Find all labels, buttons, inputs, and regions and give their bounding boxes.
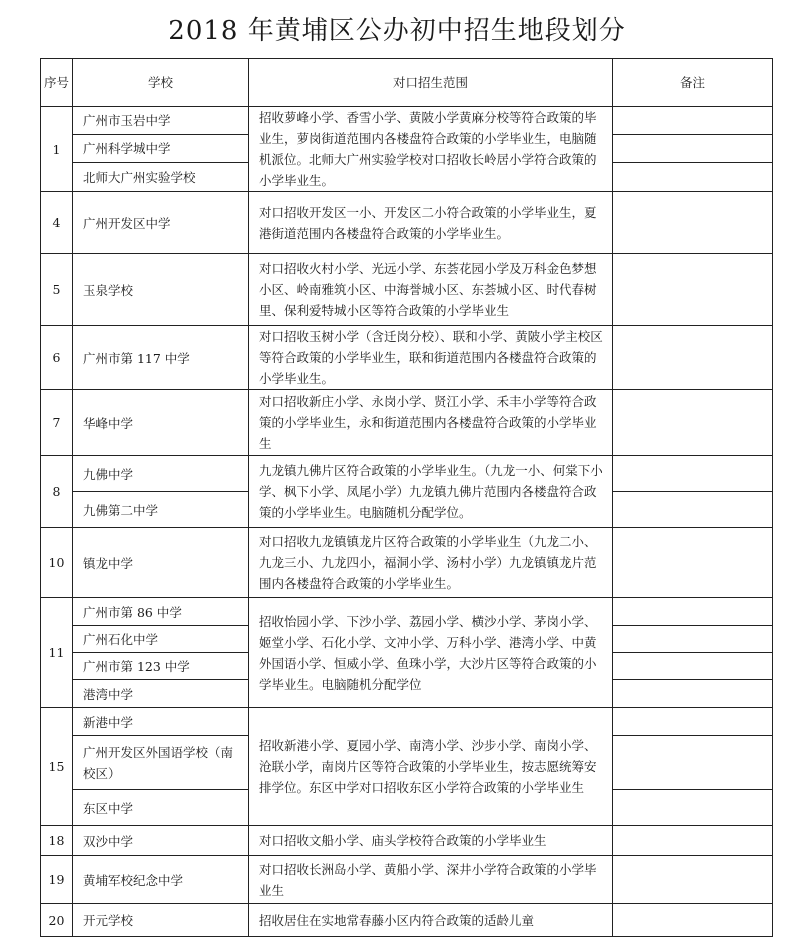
school-name: 广州市第 117 中学 <box>73 326 249 390</box>
note-cell <box>613 162 773 191</box>
table-row <box>41 192 773 254</box>
table-row <box>41 904 773 937</box>
row-number: 4 <box>41 192 73 254</box>
row-number: 8 <box>41 456 73 528</box>
school-name: 开元学校 <box>73 904 249 937</box>
school-name: 黄埔军校纪念中学 <box>73 856 249 904</box>
table-row <box>41 856 773 904</box>
school-name: 东区中学 <box>73 790 249 826</box>
row-number: 7 <box>41 390 73 456</box>
note-cell <box>613 790 773 826</box>
school-name: 广州市第 123 中学 <box>73 653 249 680</box>
table-row <box>41 390 773 456</box>
row-number: 19 <box>41 856 73 904</box>
note-cell <box>613 528 773 598</box>
note-cell <box>613 456 773 492</box>
note-cell <box>613 736 773 790</box>
enrollment-scope: 九龙镇九佛片区符合政策的小学毕业生。（九龙一小、何棠下小学、枫下小学、凤尾小学）九龙镇九佛片范围内各楼盘符合政策的小学毕业生。电脑随机分配学位。 <box>249 456 613 528</box>
school-name: 北师大广州实验学校 <box>73 162 249 191</box>
note-cell <box>613 390 773 456</box>
note-cell <box>613 680 773 708</box>
enrollment-scope: 招收怡园小学、下沙小学、荔园小学、横沙小学、茅岗小学、姬堂小学、石化小学、文冲小学、万科小学、港湾小学、中黄外国语小学、恒威小学、鱼珠小学，大沙片区等符合政策的小学毕业生。电脑随机分配学位 <box>249 598 613 708</box>
school-name: 新港中学 <box>73 708 249 736</box>
row-number: 11 <box>41 598 73 708</box>
note-cell <box>613 708 773 736</box>
enrollment-scope: 招收居住在实地常春藤小区内符合政策的适龄儿童 <box>249 904 613 937</box>
row-number: 5 <box>41 254 73 326</box>
enrollment-scope: 对口招收玉树小学（含迁岗分校）、联和小学、黄陂小学主校区等符合政策的小学毕业生，联和街道范围内各楼盘符合政策的小学毕业生。 <box>249 326 613 390</box>
row-number: 1 <box>41 107 73 192</box>
table-row <box>41 107 773 135</box>
note-cell <box>613 904 773 937</box>
row-number: 20 <box>41 904 73 937</box>
note-cell <box>613 826 773 856</box>
enrollment-scope: 对口招收火村小学、光远小学、东荟花园小学及万科金色梦想小区、岭南雅筑小区、中海誉城小区、东荟城小区、时代春树里、保利爱特城小区等符合政策的小学毕业生 <box>249 254 613 326</box>
enrollment-scope: 对口招收九龙镇镇龙片区符合政策的小学毕业生（九龙二小、九龙三小、九龙四小，福洞小学、汤村小学）九龙镇镇龙片范围内各楼盘符合政策的小学毕业生。 <box>249 528 613 598</box>
school-name: 华峰中学 <box>73 390 249 456</box>
enrollment-scope: 招收新港小学、夏园小学、南湾小学、沙步小学、南岗小学、沧联小学，南岗片区等符合政策的小学毕业生，按志愿统筹安排学位。东区中学对口招收东区小学符合政策的小学毕业生 <box>249 708 613 826</box>
page-title: 2018 年黄埔区公办初中招生地段划分 <box>168 16 626 46</box>
header-scope: 对口招生范围 <box>249 59 613 107</box>
note-cell <box>613 192 773 254</box>
table-row <box>41 826 773 856</box>
enrollment-table <box>40 58 773 937</box>
school-name: 广州开发区中学 <box>73 192 249 254</box>
row-number: 6 <box>41 326 73 390</box>
note-cell <box>613 326 773 390</box>
note-cell <box>613 107 773 135</box>
enrollment-scope: 对口招收新庄小学、永岗小学、贤江小学、禾丰小学等符合政策的小学毕业生，永和街道范围内各楼盘符合政策的小学毕业生 <box>249 390 613 456</box>
school-name: 广州开发区外国语学校（南校区） <box>73 736 249 790</box>
row-number: 15 <box>41 708 73 826</box>
header-note: 备注 <box>613 59 773 107</box>
school-name: 广州市玉岩中学 <box>73 107 249 135</box>
note-cell <box>613 598 773 626</box>
row-number: 10 <box>41 528 73 598</box>
enrollment-scope: 对口招收文船小学、庙头学校符合政策的小学毕业生 <box>249 826 613 856</box>
school-name: 九佛中学 <box>73 456 249 492</box>
school-name: 港湾中学 <box>73 680 249 708</box>
enrollment-scope: 对口招收开发区一小、开发区二小符合政策的小学毕业生，夏港街道范围内各楼盘符合政策的小学毕业生。 <box>249 192 613 254</box>
header-row <box>41 59 773 107</box>
header-num: 序号 <box>41 59 73 107</box>
table-row <box>41 326 773 390</box>
note-cell <box>613 856 773 904</box>
school-name: 双沙中学 <box>73 826 249 856</box>
row-number: 18 <box>41 826 73 856</box>
note-cell <box>613 653 773 680</box>
table-row <box>41 456 773 492</box>
enrollment-scope: 招收萝峰小学、香雪小学、黄陂小学黄麻分校等符合政策的毕业生，萝岗街道范围内各楼盘符合政策的小学毕业生，电脑随机派位。北师大广州实验学校对口招收长岭居小学符合政策的小学毕业生。 <box>249 107 613 192</box>
school-name: 广州市第 86 中学 <box>73 598 249 626</box>
school-name: 九佛第二中学 <box>73 492 249 528</box>
note-cell <box>613 492 773 528</box>
note-cell <box>613 134 773 162</box>
table-row <box>41 254 773 326</box>
school-name: 玉泉学校 <box>73 254 249 326</box>
note-cell <box>613 254 773 326</box>
header-school: 学校 <box>73 59 249 107</box>
table-row <box>41 598 773 626</box>
table-row <box>41 528 773 598</box>
note-cell <box>613 626 773 653</box>
enrollment-scope: 对口招收长洲岛小学、黄船小学、深井小学符合政策的小学毕业生 <box>249 856 613 904</box>
table-row <box>41 708 773 736</box>
school-name: 镇龙中学 <box>73 528 249 598</box>
school-name: 广州科学城中学 <box>73 134 249 162</box>
school-name: 广州石化中学 <box>73 626 249 653</box>
